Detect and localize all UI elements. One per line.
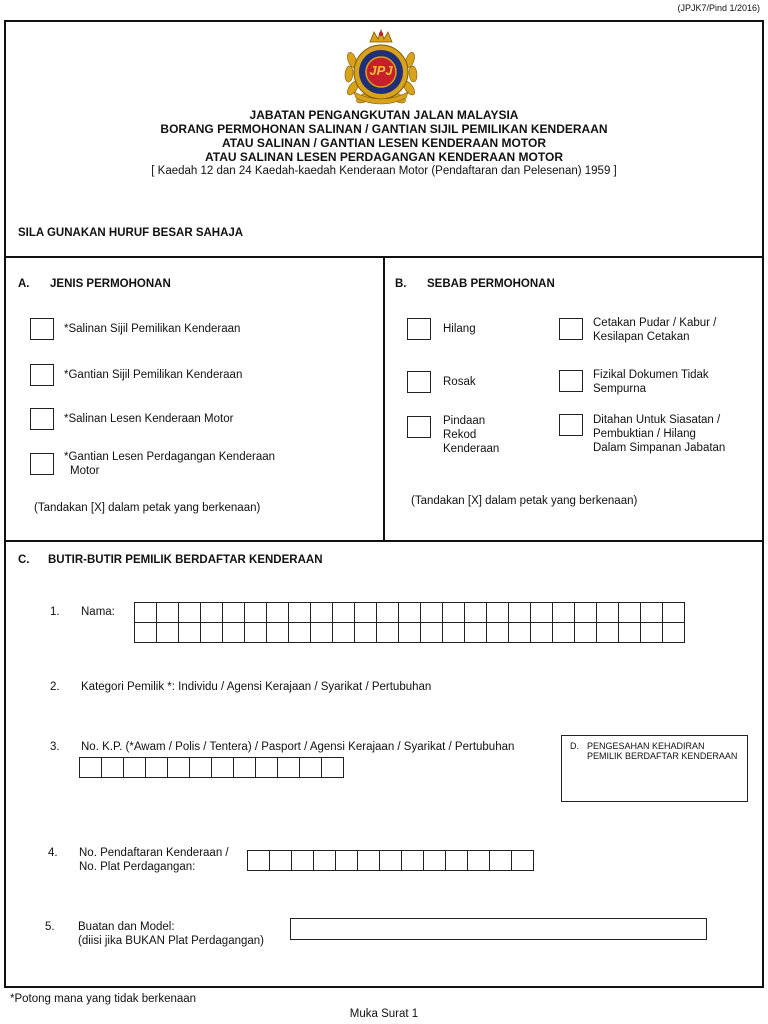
- checkbox-cetakan-pudar[interactable]: [559, 318, 583, 340]
- section-a-title: JENIS PERMOHONAN: [50, 278, 171, 290]
- option-pindaan: Pindaan: [443, 415, 486, 427]
- section-c-title: BUTIR-BUTIR PEMILIK BERDAFTAR KENDERAAN: [48, 554, 323, 566]
- header-line-2: BORANG PERMOHONAN SALINAN / GANTIAN SIJIL PEMILIKAN KENDERAAN: [160, 122, 608, 136]
- section-d-title-line1: PENGESAHAN KEHADIRAN: [587, 741, 705, 751]
- char-cell[interactable]: [288, 622, 311, 643]
- char-cell[interactable]: [423, 850, 446, 871]
- checkbox-rosak[interactable]: [407, 371, 431, 393]
- item-1-label: Nama:: [81, 606, 115, 618]
- char-cell[interactable]: [145, 757, 168, 778]
- checkbox-fizikal-dokumen[interactable]: [559, 370, 583, 392]
- char-cell[interactable]: [618, 622, 641, 643]
- char-cell[interactable]: [552, 602, 575, 623]
- option-ditahan-line1: Ditahan Untuk Siasatan /: [593, 414, 721, 426]
- char-cell[interactable]: [640, 602, 663, 623]
- form-code: (JPJK7/Pind 1/2016): [677, 3, 760, 13]
- section-b-letter: B.: [395, 278, 407, 290]
- instruction-text: SILA GUNAKAN HURUF BESAR SAHAJA: [18, 227, 244, 239]
- char-cell[interactable]: [530, 622, 553, 643]
- char-cell[interactable]: [442, 602, 465, 623]
- char-cell[interactable]: [255, 757, 278, 778]
- option-cetakan-line1: Cetakan Pudar / Kabur /: [593, 317, 717, 329]
- char-cell[interactable]: [266, 602, 289, 623]
- char-cell[interactable]: [156, 622, 179, 643]
- char-cell[interactable]: [269, 850, 292, 871]
- checkbox-hilang[interactable]: [407, 318, 431, 340]
- char-cell[interactable]: [401, 850, 424, 871]
- char-cell[interactable]: [247, 850, 270, 871]
- char-cell[interactable]: [486, 602, 509, 623]
- char-cell[interactable]: [398, 622, 421, 643]
- char-cell[interactable]: [332, 622, 355, 643]
- char-cell[interactable]: [189, 757, 212, 778]
- char-cell[interactable]: [332, 602, 355, 623]
- ic-number-input-grid[interactable]: [79, 757, 343, 778]
- char-cell[interactable]: [445, 850, 468, 871]
- checkbox-salinan-lesen[interactable]: [30, 408, 54, 430]
- item-2-number: 2.: [50, 681, 60, 693]
- char-cell[interactable]: [123, 757, 146, 778]
- checkbox-salinan-sijil[interactable]: [30, 318, 54, 340]
- char-cell[interactable]: [313, 850, 336, 871]
- option-ditahan-line3: Dalam Simpanan Jabatan: [593, 442, 726, 454]
- char-cell[interactable]: [79, 757, 102, 778]
- char-cell[interactable]: [596, 622, 619, 643]
- divider-ab: [383, 256, 385, 541]
- char-cell[interactable]: [134, 602, 157, 623]
- option-rosak: Rosak: [443, 376, 476, 388]
- item-5-label-line1: Buatan dan Model:: [78, 921, 175, 933]
- char-cell[interactable]: [211, 757, 234, 778]
- char-cell[interactable]: [420, 602, 443, 623]
- char-cell[interactable]: [310, 622, 333, 643]
- char-cell[interactable]: [508, 602, 531, 623]
- char-cell[interactable]: [467, 850, 490, 871]
- char-cell[interactable]: [486, 622, 509, 643]
- option-salinan-sijil: *Salinan Sijil Pemilikan Kenderaan: [64, 323, 241, 335]
- section-b-title: SEBAB PERMOHONAN: [427, 278, 555, 290]
- char-cell[interactable]: [222, 602, 245, 623]
- char-cell[interactable]: [464, 622, 487, 643]
- section-d-box: [561, 735, 748, 802]
- char-cell[interactable]: [508, 622, 531, 643]
- char-cell[interactable]: [464, 602, 487, 623]
- item-5-number: 5.: [45, 921, 55, 933]
- item-4-label-line2: No. Plat Perdagangan:: [79, 861, 196, 873]
- checkbox-gantian-sijil[interactable]: [30, 364, 54, 386]
- item-1-number: 1.: [50, 606, 60, 618]
- char-cell[interactable]: [200, 622, 223, 643]
- char-cell[interactable]: [222, 622, 245, 643]
- option-fizikal-line2: Sempurna: [593, 383, 647, 395]
- char-cell[interactable]: [376, 622, 399, 643]
- char-cell[interactable]: [101, 757, 124, 778]
- item-3-number: 3.: [50, 741, 60, 753]
- logo-letters: JPJ: [369, 63, 393, 78]
- char-cell[interactable]: [662, 622, 685, 643]
- char-cell[interactable]: [379, 850, 402, 871]
- char-cell[interactable]: [244, 602, 267, 623]
- char-cell[interactable]: [618, 602, 641, 623]
- char-cell[interactable]: [574, 622, 597, 643]
- char-cell[interactable]: [244, 622, 267, 643]
- char-cell[interactable]: [266, 622, 289, 643]
- make-model-input[interactable]: [290, 918, 707, 940]
- char-cell[interactable]: [442, 622, 465, 643]
- section-d-title-line2: PEMILIK BERDAFTAR KENDERAAN: [587, 751, 738, 761]
- section-b-note: (Tandakan [X] dalam petak yang berkenaan): [411, 495, 638, 507]
- option-fizikal-line1: Fizikal Dokumen Tidak: [593, 369, 709, 381]
- option-rekod: Rekod: [443, 429, 477, 441]
- char-cell[interactable]: [178, 622, 201, 643]
- option-hilang: Hilang: [443, 323, 476, 335]
- char-cell[interactable]: [200, 602, 223, 623]
- option-cetakan-line2: Kesilapan Cetakan: [593, 331, 690, 343]
- char-cell[interactable]: [489, 850, 512, 871]
- char-cell[interactable]: [640, 622, 663, 643]
- header-line-1: JABATAN PENGANGKUTAN JALAN MALAYSIA: [249, 108, 519, 122]
- char-cell[interactable]: [288, 602, 311, 623]
- option-salinan-lesen: *Salinan Lesen Kenderaan Motor: [64, 413, 234, 425]
- option-ditahan-line2: Pembuktian / Hilang: [593, 428, 696, 440]
- option-gantian-sijil: *Gantian Sijil Pemilikan Kenderaan: [64, 369, 243, 381]
- char-cell[interactable]: [354, 602, 377, 623]
- section-a-note: (Tandakan [X] dalam petak yang berkenaan): [34, 502, 261, 514]
- char-cell[interactable]: [321, 757, 344, 778]
- char-cell[interactable]: [299, 757, 322, 778]
- char-cell[interactable]: [552, 622, 575, 643]
- char-cell[interactable]: [233, 757, 256, 778]
- item-4-number: 4.: [48, 847, 58, 859]
- item-4-label-line1: No. Pendaftaran Kenderaan /: [79, 847, 229, 859]
- char-cell[interactable]: [357, 850, 380, 871]
- checkbox-pindaan-rekod[interactable]: [407, 416, 431, 438]
- item-3-label: No. K.P. (*Awam / Polis / Tentera) / Pasport / Agensi Kerajaan / Syarikat / Pertubuhan: [81, 741, 515, 753]
- char-cell[interactable]: [277, 757, 300, 778]
- char-cell[interactable]: [596, 602, 619, 623]
- char-cell[interactable]: [156, 602, 179, 623]
- option-kenderaan: Kenderaan: [443, 443, 500, 455]
- char-cell[interactable]: [354, 622, 377, 643]
- char-cell[interactable]: [310, 602, 333, 623]
- char-cell[interactable]: [134, 622, 157, 643]
- char-cell[interactable]: [291, 850, 314, 871]
- section-c-letter: C.: [18, 554, 30, 566]
- divider-c: [4, 540, 764, 542]
- char-cell[interactable]: [530, 602, 553, 623]
- section-a-letter: A.: [18, 278, 30, 290]
- section-d-letter: D.: [570, 741, 579, 751]
- char-cell[interactable]: [398, 602, 421, 623]
- item-2-label: Kategori Pemilik *: Individu / Agensi Kerajaan / Syarikat / Pertubuhan: [81, 681, 432, 693]
- char-cell[interactable]: [574, 602, 597, 623]
- char-cell[interactable]: [178, 602, 201, 623]
- jpj-logo: [340, 28, 422, 108]
- char-cell[interactable]: [662, 602, 685, 623]
- name-input-grid[interactable]: [134, 602, 684, 643]
- option-gantian-lesen-line1: *Gantian Lesen Perdagangan Kenderaan: [64, 451, 276, 463]
- char-cell[interactable]: [167, 757, 190, 778]
- char-cell[interactable]: [511, 850, 534, 871]
- page-label: Muka Surat 1: [349, 1008, 419, 1020]
- checkbox-ditahan[interactable]: [559, 414, 583, 436]
- regulation-reference: [ Kaedah 12 dan 24 Kaedah-kaedah Kenderaan Motor (Pendaftaran dan Pelesenan) 1959 ]: [151, 165, 617, 177]
- option-gantian-lesen-line2: Motor: [70, 465, 100, 477]
- char-cell[interactable]: [376, 602, 399, 623]
- registration-number-input-grid[interactable]: [247, 850, 533, 871]
- footnote: *Potong mana yang tidak berkenaan: [10, 993, 197, 1005]
- char-cell[interactable]: [420, 622, 443, 643]
- header-line-3: ATAU SALINAN / GANTIAN LESEN KENDERAAN MOTOR: [222, 136, 546, 150]
- char-cell[interactable]: [335, 850, 358, 871]
- header-line-4: ATAU SALINAN LESEN PERDAGANGAN KENDERAAN MOTOR: [204, 150, 563, 164]
- checkbox-gantian-lesen-perdagangan[interactable]: [30, 453, 54, 475]
- item-5-label-line2: (diisi jika BUKAN Plat Perdagangan): [78, 935, 265, 947]
